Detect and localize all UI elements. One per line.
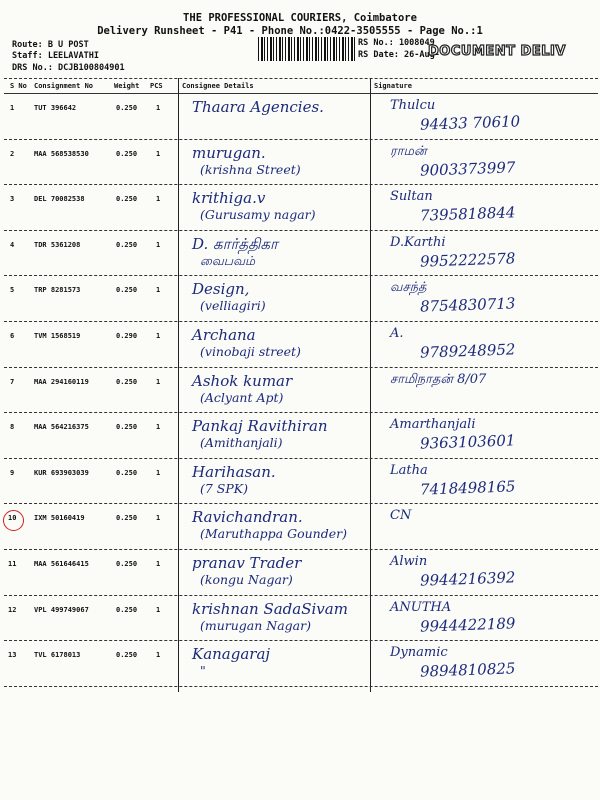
col-header-sno: S No [10,82,27,90]
signature-mark: A. [390,326,404,341]
consignee-name: Archana [192,326,256,344]
consignee-name: Thaara Agencies. [192,98,324,116]
consignee-address: " [200,663,206,679]
row-weight: 0.250 [116,560,138,568]
consignee-name: D. கார்த்திகா [192,234,278,253]
consignee-name: krishnan SadaSivam [192,599,348,618]
consignee-name: krithiga.v [192,189,266,208]
row-consignment-no: MAA 564216375 [34,423,89,432]
row-consignment-no: VPL 499749067 [34,605,89,614]
row-weight: 0.250 [116,468,138,477]
consignee-address: (murugan Nagar) [200,617,311,633]
row-sno: 5 [10,286,15,295]
col-header-consignment: Consignment No [34,82,94,90]
row-weight: 0.250 [116,651,138,660]
row-weight: 0.250 [116,605,138,614]
row-separator [4,686,598,687]
row-pcs: 1 [156,423,161,432]
consignee-address: (krishna Street) [200,161,301,177]
row-pcs: 1 [156,514,161,523]
signature-mark: D.Karthi [390,234,446,250]
row-weight: 0.250 [116,195,138,204]
signature-phone: 9363103601 [419,431,516,453]
row-weight: 0.250 [116,104,138,112]
row-separator [4,139,598,140]
col-header-signature: Signature [374,82,412,90]
row-separator [4,412,598,413]
row-separator [4,184,598,185]
row-pcs: 1 [156,240,161,249]
consignee-name: Pankaj Ravithiran [192,417,328,436]
row-sno: 6 [10,332,15,340]
row-sno: 4 [10,240,15,249]
row-weight: 0.250 [116,377,138,386]
row-pcs: 1 [156,286,161,295]
signature-mark: Thulcu [390,98,436,113]
column-divider [370,78,371,692]
row-weight: 0.290 [116,332,138,340]
consignee-address: (Gurusamy nagar) [200,207,316,223]
row-weight: 0.250 [116,240,138,249]
col-header-weight: Weight [114,82,140,90]
row-pcs: 1 [156,651,161,660]
row-separator [4,458,598,459]
row-sno: 1 [10,104,15,112]
row-separator [4,549,598,550]
row-separator [4,595,598,596]
consignee-name: Harihasan. [192,462,276,481]
rs-number: RS No.: 1008049 [358,38,435,48]
consignee-name: Design, [192,280,250,299]
row-pcs: 1 [156,195,161,204]
consignee-address: (7 SPK) [200,480,248,496]
row-sno: 11 [8,560,17,568]
row-pcs: 1 [156,605,161,614]
row-separator [4,275,598,276]
signature-mark: Sultan [390,189,433,205]
row-separator [4,503,598,504]
row-separator [4,367,598,368]
header-rule-top [4,78,598,79]
row-pcs: 1 [156,149,161,158]
row-weight: 0.250 [116,286,138,295]
route-label: Route: B U POST [12,40,89,50]
signature-mark: Alwin [390,554,428,569]
row-sno: 13 [8,651,17,660]
row-consignment-no: TDR 5361208 [34,240,81,249]
signature-mark: ராமன் [390,143,427,159]
row-sno: 10 [8,514,17,523]
row-weight: 0.250 [116,514,138,523]
signature-mark: சாமிநாதன் 8/07 [390,371,487,387]
drs-number: DRS No.: DCJB100804901 [12,63,125,73]
row-pcs: 1 [156,377,161,386]
row-consignment-no: MAA 568538530 [34,149,89,158]
runsheet-subtitle: Delivery Runsheet - P41 - Phone No.:0422-3505555 - Page No.:1 [97,25,483,37]
row-weight: 0.250 [116,149,138,158]
row-sno: 12 [8,605,17,614]
row-separator [4,640,598,641]
consignee-address: (vinobaji street) [200,344,301,359]
header-rule-bottom [4,93,598,94]
barcode [258,37,356,61]
row-pcs: 1 [156,104,161,112]
consignee-name: Ravichandran. [192,508,303,527]
consignee-address: (Aclyant Apt) [200,389,284,405]
row-consignment-no: TVM 1568519 [34,332,81,340]
signature-phone: 9003373997 [419,157,516,180]
signature-phone: 8754830713 [419,294,516,317]
row-sno: 8 [10,423,15,432]
signature-phone: 9944422189 [419,613,516,636]
row-sno: 2 [10,149,15,158]
consignee-name: murugan. [192,143,266,162]
row-sno: 3 [10,195,15,204]
signature-phone: 9952222578 [419,249,516,271]
row-separator [4,321,598,322]
signature-mark: Latha [390,462,428,478]
row-separator [4,230,598,231]
document-delivery-stamp: DOCUMENT DELIV [428,44,566,59]
company-title: THE PROFESSIONAL COURIERS, Coimbatore [183,12,417,24]
col-header-pcs: PCS [150,82,163,90]
signature-phone: 7395818844 [419,203,516,225]
signature-mark: CN [390,508,412,524]
signature-phone: 9789248952 [419,340,516,362]
row-consignment-no: DEL 70082538 [34,195,85,204]
staff-label: Staff: LEELAVATHI [12,51,99,61]
row-consignment-no: MAA 294160119 [34,377,89,386]
consignee-address: (velliagiri) [200,298,266,314]
consignee-name: Ashok kumar [192,371,293,390]
signature-phone: 7418498165 [419,477,516,499]
signature-phone: 9944216392 [419,568,516,590]
signature-mark: வசந்த் [390,280,427,296]
consignee-address: (Amithanjali) [200,435,283,451]
consignee-address: வைபவம் [200,252,256,268]
rs-date: RS Date: 26-Aug- [358,50,440,60]
column-divider [178,78,179,692]
row-consignment-no: IXM 50160419 [34,514,85,523]
consignee-address: (kongu Nagar) [200,572,293,587]
col-header-consignee: Consignee Details [182,82,254,90]
row-consignment-no: KUR 693903039 [34,468,89,477]
row-pcs: 1 [156,560,161,568]
signature-mark: Dynamic [390,645,448,661]
row-consignment-no: TUT 396642 [34,104,77,112]
signature-phone: 9894810825 [419,659,516,681]
row-consignment-no: MAA 561646415 [34,560,89,568]
row-sno: 7 [10,377,15,386]
consignee-address: (Maruthappa Gounder) [200,526,347,542]
signature-phone: 94433 70610 [419,112,521,134]
row-consignment-no: TRP 8281573 [34,286,81,295]
row-pcs: 1 [156,468,161,477]
signature-mark: Amarthanjali [390,417,476,433]
row-consignment-no: TVL 6178013 [34,651,81,660]
row-pcs: 1 [156,332,161,340]
row-sno: 9 [10,468,15,477]
row-weight: 0.250 [116,423,138,432]
signature-mark: ANUTHA [390,599,452,615]
consignee-name: Kanagaraj [192,645,271,664]
consignee-name: pranav Trader [192,554,302,572]
